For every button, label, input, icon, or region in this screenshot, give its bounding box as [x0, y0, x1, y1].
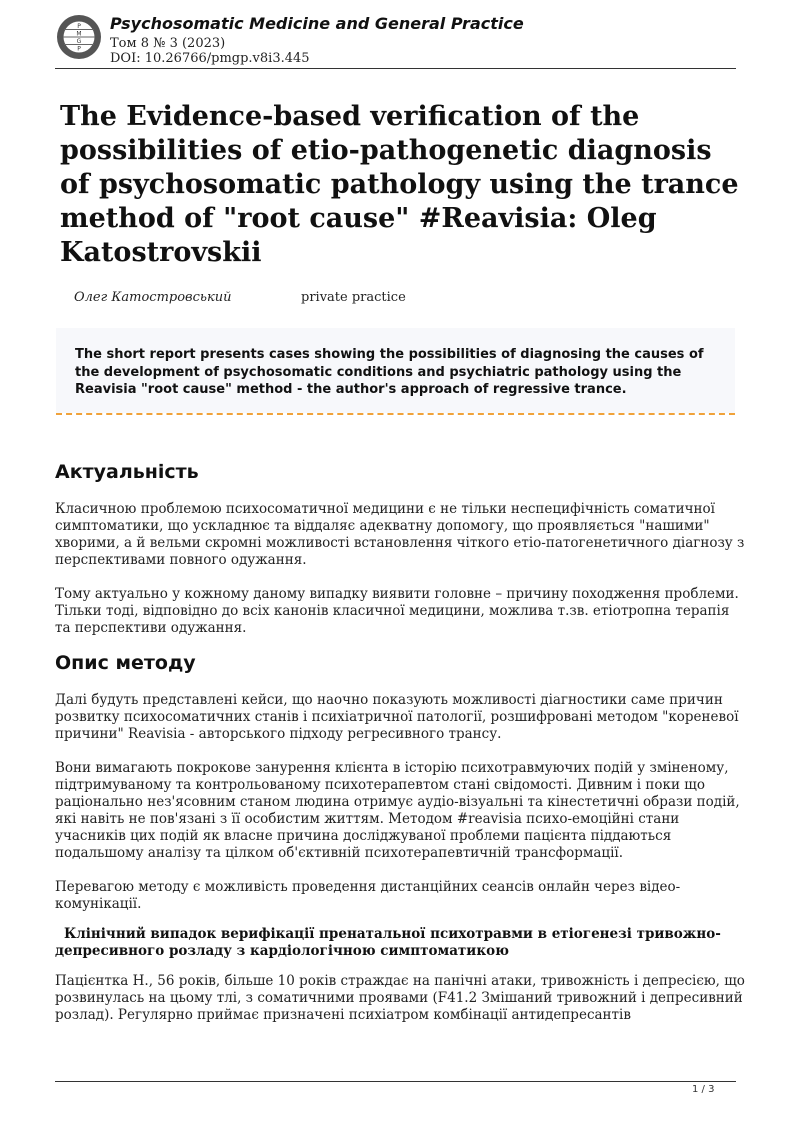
abstract-divider	[56, 413, 735, 415]
journal-meta	[110, 36, 310, 66]
journal-logo	[56, 14, 102, 60]
relevance-paragraph-2: Тому актуально у кожному даному випадку виявити головне – причину походження проблеми. Тільки тоді, відповідно до всіх канонів класичної медицини, можлива т.зв. етіотропна терапія та перспективи одужання.	[55, 586, 739, 636]
journal-title: Psychosomatic Medicine and General Practice	[110, 14, 524, 33]
method-paragraph-2: Вони вимагають покрокове занурення клієнта в історію психотравмуючих подій у зміненому, підтримуваному та контрольованому психотерапевтом стані свідомості. Дивним і поки що раціонально нез'ясовним станом людина отримує аудіо-візуальні та кінестетичні образи подій, які навіть не пов'язані з її особистим життям. Методом #reavisia психо-емоційні стани учасників цих подій як власне причина досліджуваної проблеми пацієнта піддаються подальшому аналізу та цілком об'єктивній психотерапевтичній трансформації.	[55, 760, 740, 861]
case-paragraph-1: Пацієнтка Н., 56 років, більше 10 років страждає на панічні атаки, тривожність і депресією, що розвинулась на цьому тлі, з соматичними проявами (F41.2 Змішаний тривожний і депресивний розлад). Регулярно приймає призначені психіатром комбінації антидепресантів	[55, 973, 745, 1023]
author-name: Олег Катостровський	[74, 290, 232, 305]
method-paragraph-1: Далі будуть представлені кейси, що наочно показують можливості діагностики саме причин розвитку психосоматичних станів і психіатричної патології, розшифровані методом "кореневої причини" Reavisia - авторського підходу регресивного трансу.	[55, 692, 739, 742]
footer-divider	[55, 1081, 736, 1082]
method-paragraph-3: Перевагою методу є можливість проведення дистанційних сеансів онлайн через відео-комунікації.	[55, 879, 681, 912]
doi: DOI: 10.26766/pmgp.v8i3.445	[110, 51, 310, 66]
logo-letter-2: M	[76, 30, 82, 38]
logo-letter-3: G	[76, 38, 82, 45]
relevance-heading: Актуальність	[55, 461, 199, 483]
volume-issue: Том 8 № 3 (2023)	[110, 36, 226, 51]
article-title: The Evidence-based verification of the possibilities of etio-pathogenetic diagnosis of psychosomatic pathology using the trance method of "root cause" #Reavisia: Oleg Katostrovskii	[60, 101, 739, 268]
author-affiliation: private practice	[301, 290, 406, 305]
page-number: 1 / 3	[692, 1084, 715, 1095]
logo-letter-4: P	[77, 45, 81, 53]
relevance-paragraph-1: Класичною проблемою психосоматичної медицини є не тільки неспецифічність соматичної симптоматики, що ускладнює та віддаляє адекватну допомогу, що проявляється "нашими" хворими, а й вельми скромні можливості встановлення чіткого етіо-патогенетичного діагнозу з перспективами повного одужання.	[55, 501, 745, 568]
header-divider	[55, 68, 736, 69]
logo-letter-1: P	[77, 23, 81, 30]
case-heading: Клінічний випадок верифікації пренатальної психотравми в етіогенезі тривожно-депресивного розладу з кардіологічною симптоматикою	[55, 926, 721, 959]
abstract-text: The short report presents cases showing the possibilities of diagnosing the causes of the development of psychosomatic conditions and psychiatric pathology using the Reavisia "root cause" method - the author's approach of regressive trance.	[75, 347, 704, 397]
method-heading: Опис методу	[55, 652, 196, 674]
